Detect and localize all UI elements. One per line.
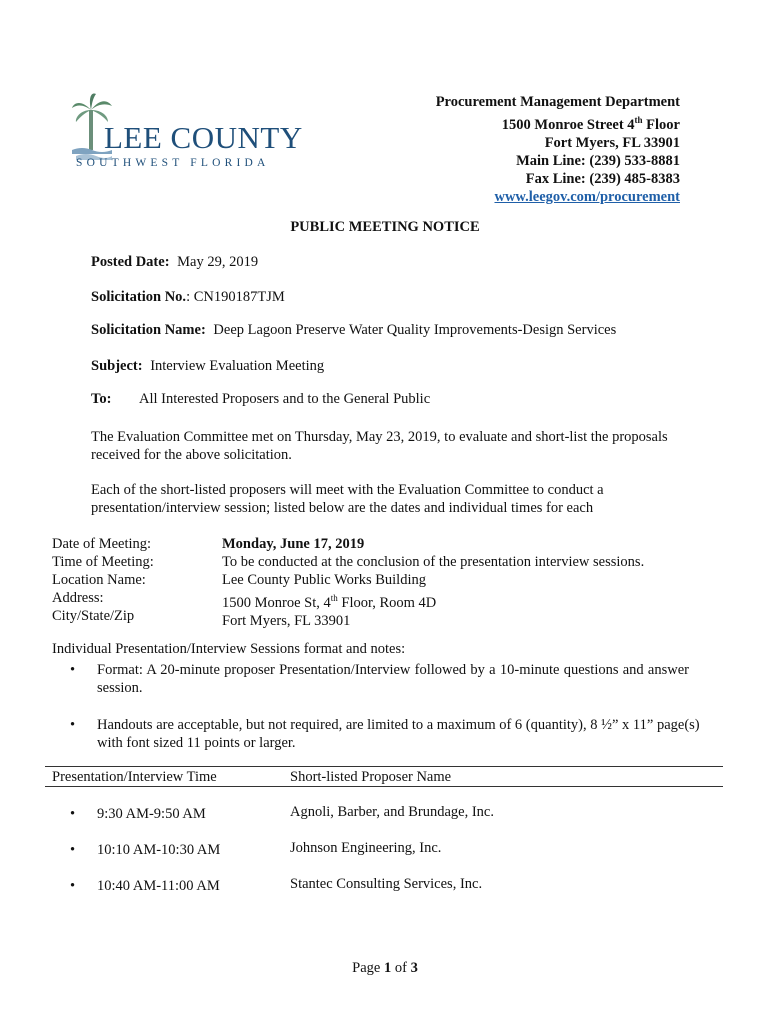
table-row xyxy=(70,878,710,898)
note-format: • Format: A 20-minute proposer Presentation/Interview followed by a 10-minute questions and answer session. xyxy=(70,662,689,696)
posted-date: Posted Date: May 29, 2019 xyxy=(91,254,259,270)
subject: Subject: Interview Evaluation Meeting xyxy=(91,358,325,374)
meeting-location: Lee County Public Works Building xyxy=(222,572,426,588)
address-label: Address: xyxy=(52,590,104,606)
solicitation-name: Solicitation Name: Deep Lagoon Preserve Water Quality Improvements-Design Services xyxy=(91,322,617,338)
bullet-icon: • xyxy=(70,717,76,733)
proposer-name: Johnson Engineering, Inc. xyxy=(290,840,442,856)
department-name: Procurement Management Department xyxy=(435,94,680,110)
bullet-icon: • xyxy=(70,878,76,894)
meeting-labels xyxy=(52,535,154,625)
bullet-icon: • xyxy=(70,806,76,822)
recipients: To: All Interested Proposers and to the General Public xyxy=(91,391,431,407)
meeting-values xyxy=(222,535,644,630)
city-label: City/State/Zip xyxy=(52,608,135,624)
time-column-header: Presentation/Interview Time xyxy=(52,769,217,785)
time-label: Time of Meeting: xyxy=(52,554,154,570)
website-link[interactable]: www.leegov.com/procurement xyxy=(494,188,680,205)
bullet-icon: • xyxy=(70,662,76,678)
evaluation-paragraph: The Evaluation Committee met on Thursday, May 23, 2019, to evaluate and short-list the proposals received for the above solicitation. xyxy=(91,429,668,463)
meeting-city: Fort Myers, FL 33901 xyxy=(222,612,351,629)
date-label: Date of Meeting: xyxy=(52,536,152,552)
table-row xyxy=(70,842,710,862)
note-handouts: • Handouts are acceptable, but not required, are limited to a maximum of 6 (quantity), 8 ½” x 11” page(s) with font sized 11 points or larger. xyxy=(70,717,700,751)
table-top-rule xyxy=(45,766,723,767)
session-time: 10:40 AM-11:00 AM xyxy=(97,878,220,894)
department-address-block xyxy=(436,93,680,206)
table-row xyxy=(70,806,710,826)
meeting-date: Monday, June 17, 2019 xyxy=(222,536,365,552)
proposer-name: Stantec Consulting Services, Inc. xyxy=(290,876,483,892)
page-number: Page 1 of 3 xyxy=(352,960,418,976)
meeting-time: To be conducted at the conclusion of the presentation interview sessions. xyxy=(222,554,645,570)
format-heading: Individual Presentation/Interview Sessions format and notes: xyxy=(52,641,406,657)
session-time: 10:10 AM-10:30 AM xyxy=(97,842,221,858)
meeting-address: 1500 Monroe St, 4th Floor, Room 4D xyxy=(222,593,437,611)
logo-wordmark: LEE COUNTY xyxy=(104,120,303,155)
lee-county-logo xyxy=(72,92,303,172)
proposer-name: Agnoli, Barber, and Brundage, Inc. xyxy=(290,804,494,820)
solicitation-number: Solicitation No.: CN190187TJM xyxy=(91,289,285,305)
logo-tagline: SOUTHWEST FLORIDA xyxy=(76,157,270,169)
shortlist-paragraph: Each of the short-listed proposers will meet with the Evaluation Committee to conduct a presentation/interview session; listed below are the dates and individual times for each xyxy=(91,482,604,516)
session-time: 9:30 AM-9:50 AM xyxy=(97,806,206,822)
main-phone: Main Line: (239) 533-8881 xyxy=(516,152,680,169)
city-state-zip: Fort Myers, FL 33901 xyxy=(544,134,680,151)
location-label: Location Name: xyxy=(52,572,146,588)
table-header-rule xyxy=(45,786,723,787)
proposer-column-header: Short-listed Proposer Name xyxy=(290,769,452,785)
bullet-icon: • xyxy=(70,842,76,858)
notice-title: PUBLIC MEETING NOTICE xyxy=(290,219,480,235)
fax-number: Fax Line: (239) 485-8383 xyxy=(525,170,680,187)
street-address: 1500 Monroe Street 4th Floor xyxy=(501,115,680,133)
